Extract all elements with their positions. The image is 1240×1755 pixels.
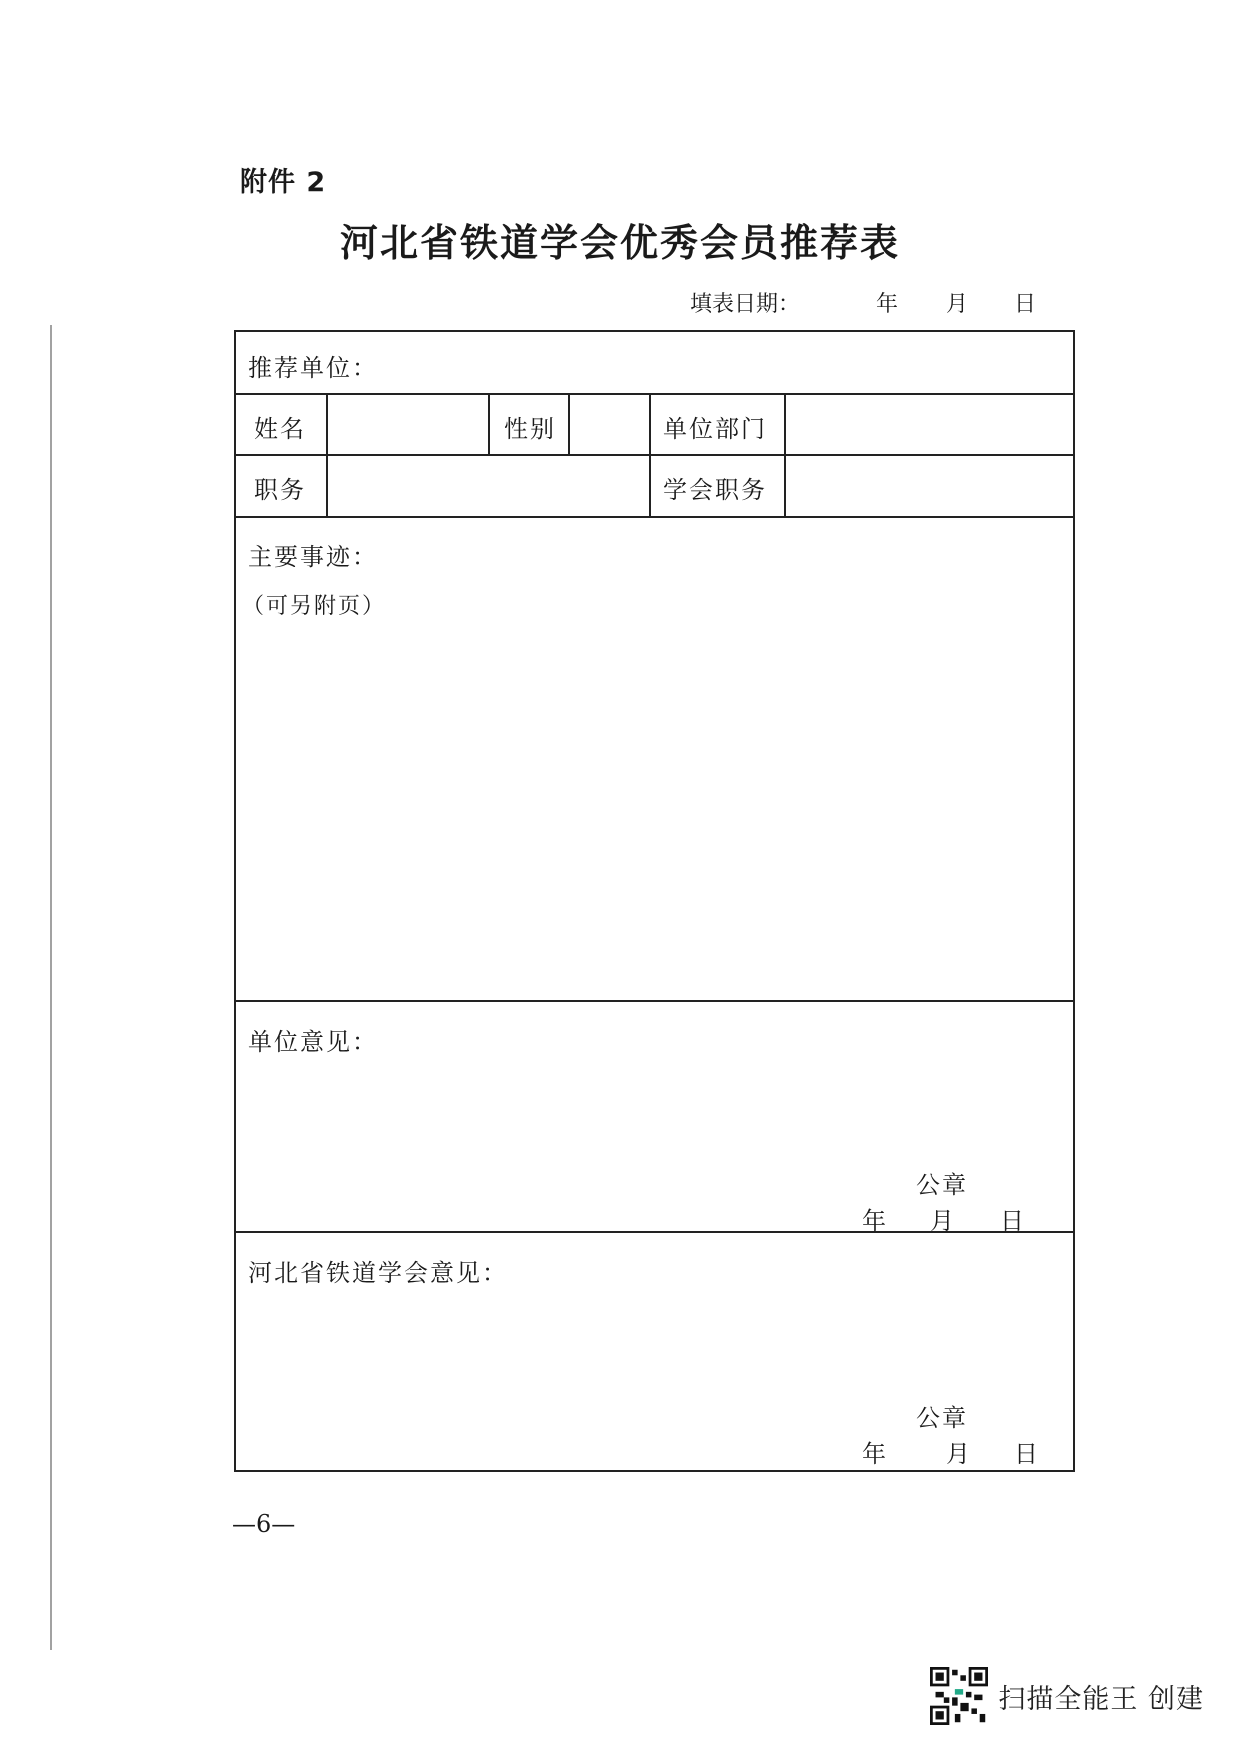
qr-code-icon: [930, 1667, 988, 1725]
society-opinion-day: 日: [1014, 1440, 1040, 1468]
department-field[interactable]: [786, 395, 1073, 454]
watermark-text: 扫描全能王 创建: [998, 1683, 1204, 1715]
gender-label: 性别: [504, 415, 556, 443]
society-opinion-year: 年: [862, 1440, 888, 1468]
department-label: 单位部门: [663, 415, 767, 443]
gender-field[interactable]: [570, 395, 649, 454]
fill-date-label: 填表日期：: [690, 292, 801, 317]
fill-date-day: 日: [1014, 292, 1037, 317]
society-position-label: 学会职务: [663, 476, 767, 504]
name-field[interactable]: [328, 395, 488, 454]
main-deeds-note: （可另附页）: [242, 594, 387, 619]
society-opinion-seal: 公章: [916, 1404, 968, 1432]
fill-date-month: 月: [946, 292, 969, 317]
page-number: —6—: [232, 1510, 296, 1538]
name-label: 姓名: [254, 415, 306, 443]
unit-opinion-seal: 公章: [916, 1171, 968, 1199]
scanner-watermark: [930, 1667, 1204, 1725]
fill-date-year: 年: [876, 292, 899, 317]
scan-edge-line: [50, 325, 52, 1650]
recommendation-form: [234, 330, 1075, 1472]
unit-opinion-day: 日: [1000, 1207, 1026, 1235]
position-field[interactable]: [328, 456, 649, 516]
society-opinion-month: 月: [946, 1440, 972, 1468]
unit-opinion-label: 单位意见：: [248, 1028, 378, 1056]
recommending-unit-label: 推荐单位：: [248, 354, 378, 382]
unit-opinion-month: 月: [930, 1207, 956, 1235]
society-position-field[interactable]: [786, 456, 1073, 516]
page-title: 河北省铁道学会优秀会员推荐表: [339, 221, 900, 265]
main-deeds-label: 主要事迹：: [248, 543, 378, 571]
society-opinion-label: 河北省铁道学会意见：: [248, 1259, 508, 1287]
attachment-label: 附件 2: [240, 167, 327, 198]
unit-opinion-year: 年: [862, 1207, 888, 1235]
position-label: 职务: [254, 476, 306, 504]
